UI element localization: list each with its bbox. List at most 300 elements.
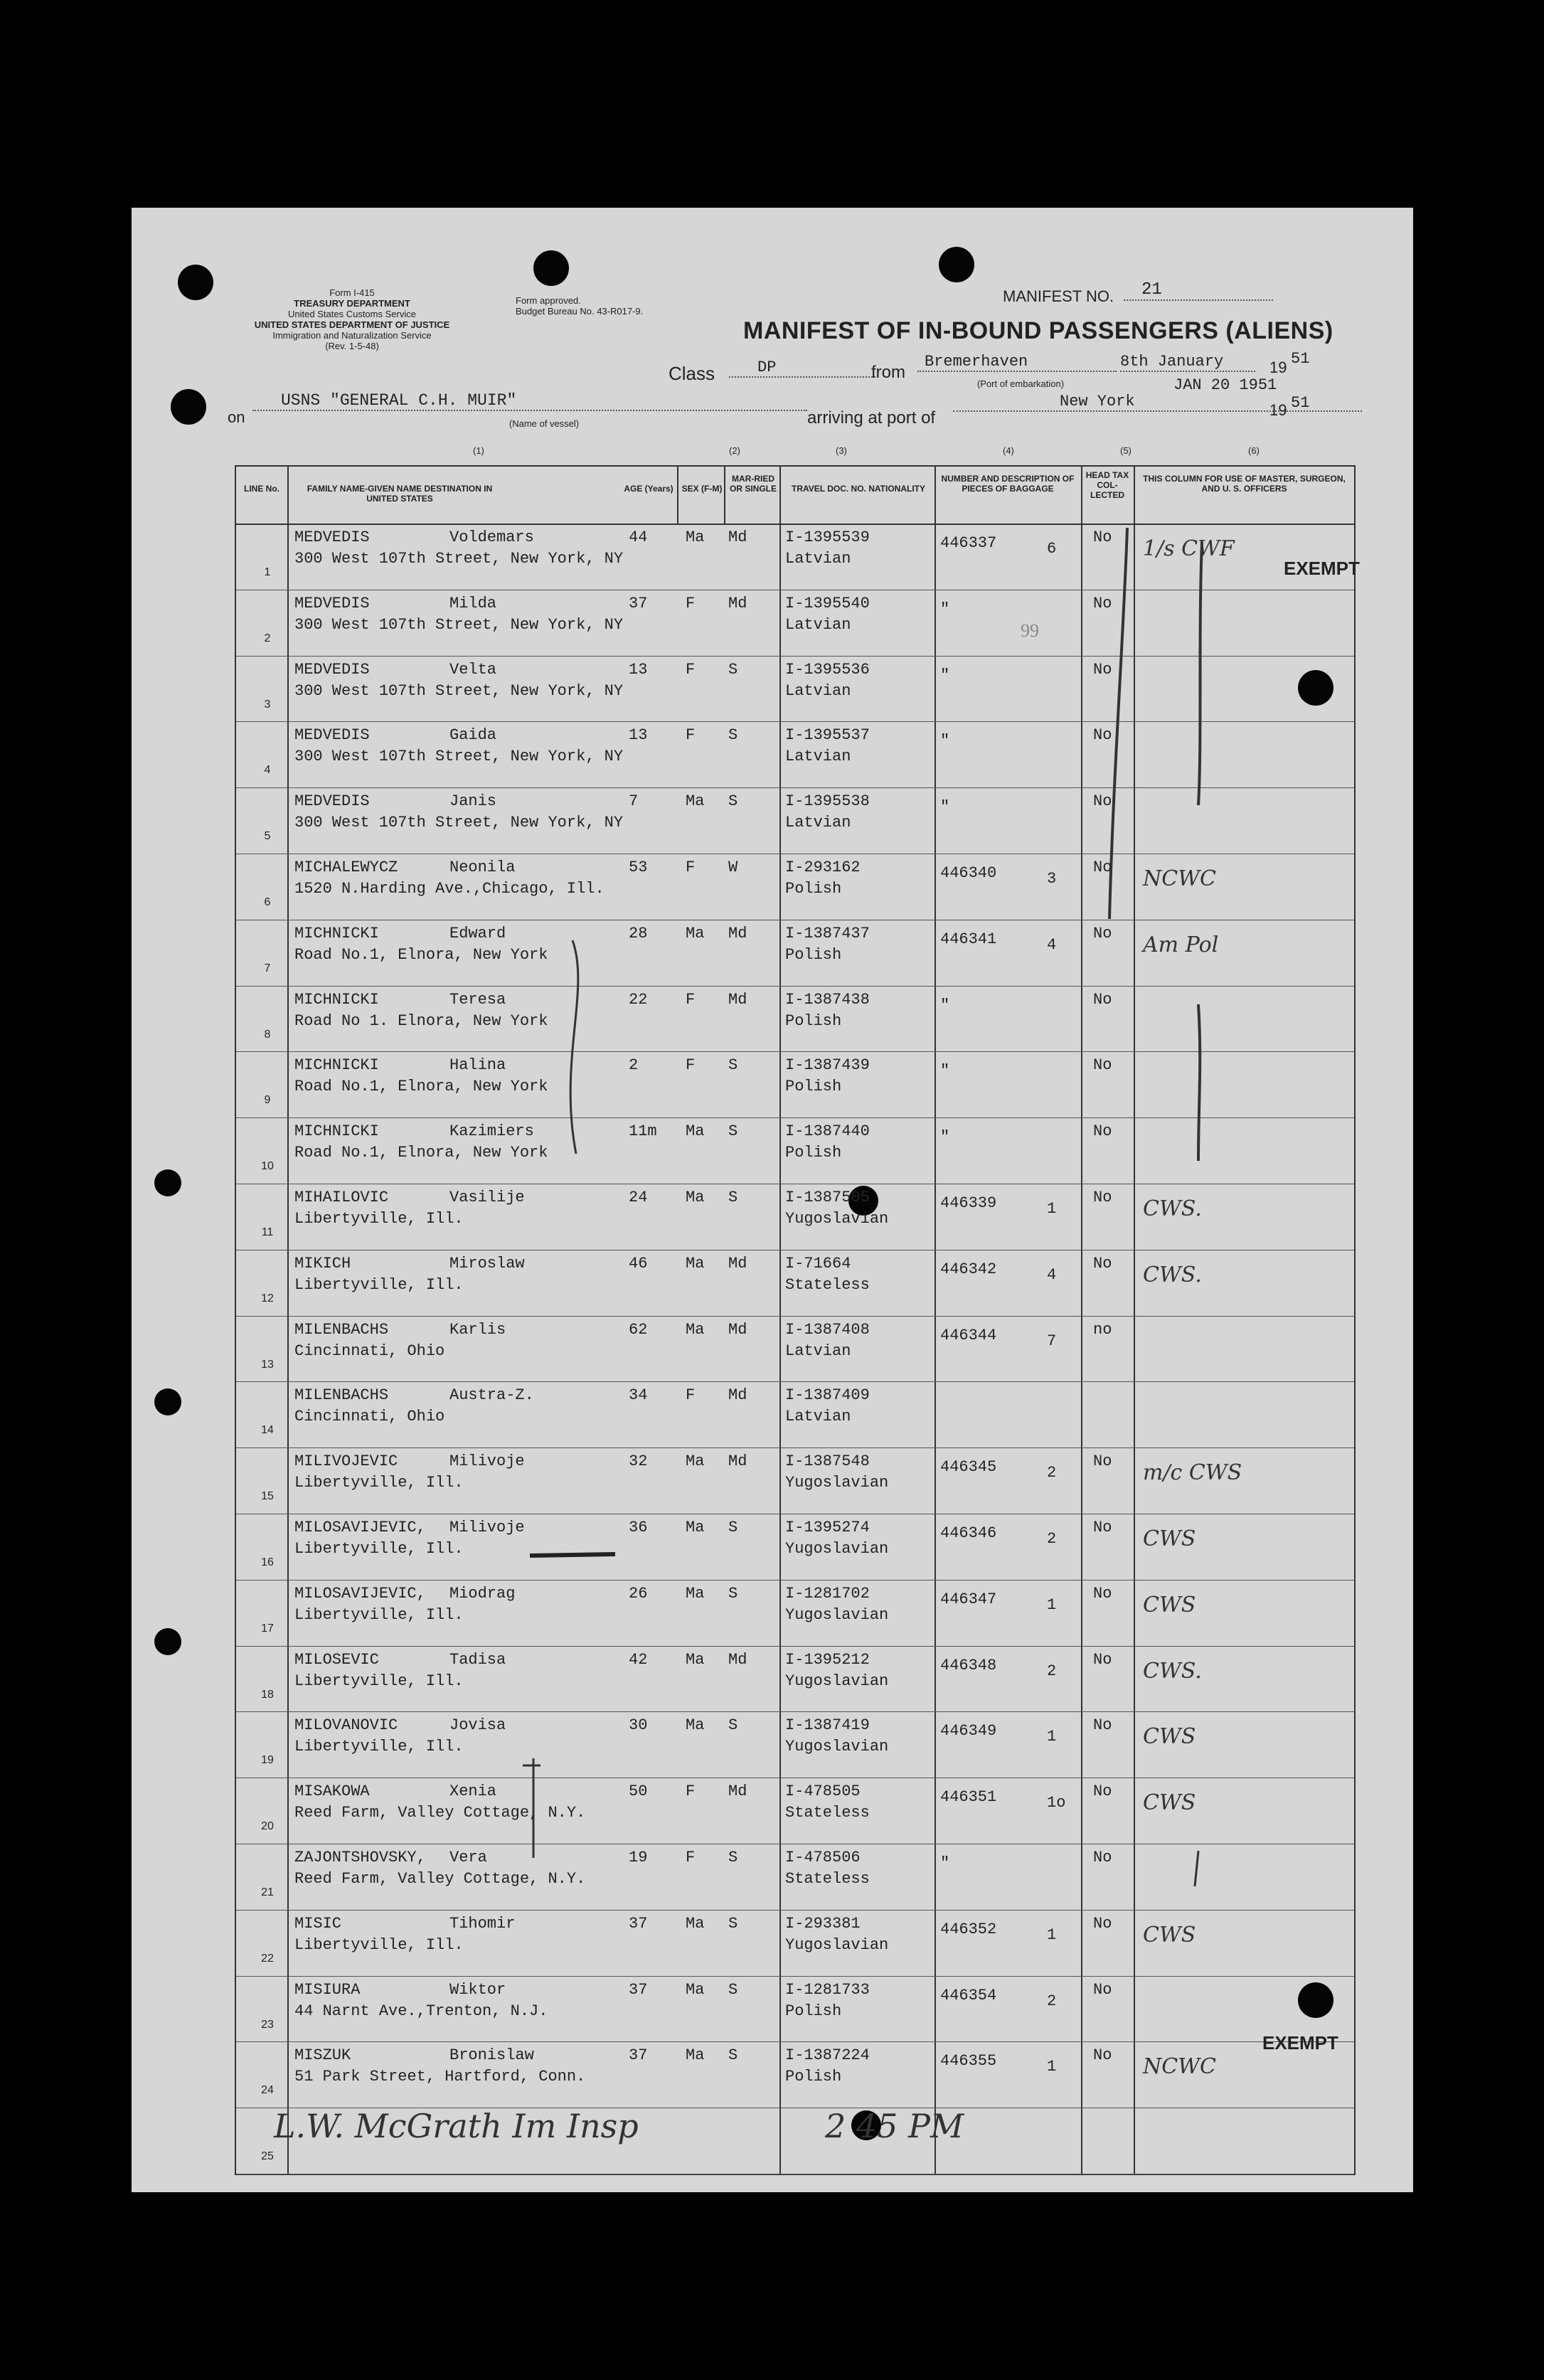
travel-doc-no: I-478505 [785, 1783, 861, 1801]
baggage-pieces: 2 [1047, 1464, 1057, 1482]
marital-status: S [728, 792, 738, 811]
nationality: Polish [785, 945, 842, 964]
handwritten-marks [132, 208, 1413, 2192]
line-number: 13 [261, 1358, 274, 1371]
marital-status: S [728, 1980, 738, 1999]
destination: Libertyville, Ill. [294, 1605, 464, 1624]
officer-note: Am Pol [1143, 932, 1219, 957]
nationality: Polish [785, 1078, 842, 1096]
family-name: MISIURA [294, 1980, 361, 1999]
marital-status: Md [728, 924, 747, 942]
header-officers: THIS COLUMN FOR USE OF MASTER, SURGEON, AND U. S. OFFICERS [1143, 474, 1346, 494]
destination: Libertyville, Ill. [294, 1672, 464, 1690]
age: 19 [629, 1849, 648, 1866]
baggage-pieces: 2 [1047, 1992, 1057, 2010]
age: 30 [629, 1716, 648, 1735]
head-tax: No [1093, 1650, 1112, 1669]
baggage-no: 446349 [940, 1722, 997, 1741]
age: 11m [629, 1122, 657, 1141]
baggage-no: 446344 [940, 1326, 997, 1344]
travel-doc-no: I-1387224 [785, 2046, 870, 2065]
nationality: Polish [785, 2002, 842, 2020]
baggage-no: 446340 [940, 864, 997, 882]
baggage-no: 446354 [940, 1986, 997, 2004]
line-number: 25 [261, 2150, 274, 2163]
age: 26 [629, 1584, 648, 1603]
baggage-no: 446346 [940, 1524, 997, 1542]
head-tax: no [1093, 1320, 1112, 1339]
line-number: 3 [264, 698, 271, 711]
travel-doc-no: I-293381 [785, 1914, 861, 1933]
officer-note: CWS [1143, 1922, 1196, 1948]
line-number: 14 [261, 1424, 274, 1437]
given-name: Milivoje [449, 1519, 525, 1536]
line-number: 8 [264, 1028, 271, 1041]
year-suffix-2: 51 [1291, 394, 1310, 412]
approved-label: Form approved. [516, 295, 581, 306]
baggage-no: 446339 [940, 1194, 997, 1212]
head-tax: No [1093, 1189, 1112, 1206]
line-number: 5 [264, 830, 271, 843]
age: 34 [629, 1386, 648, 1405]
given-name: Karlis [449, 1320, 506, 1339]
family-name: MILENBACHS [294, 1320, 389, 1339]
nationality: Latvian [785, 748, 851, 766]
travel-doc-no: I-1395536 [785, 660, 870, 679]
vessel-name: USNS "GENERAL C.H. MUIR" [252, 391, 807, 411]
baggage-pieces: 1o [1047, 1794, 1066, 1812]
age: 62 [629, 1320, 648, 1339]
nationality: Latvian [785, 1408, 851, 1426]
destination: Libertyville, Ill. [294, 1540, 464, 1558]
line-number: 17 [261, 1622, 274, 1635]
head-tax: No [1093, 528, 1112, 546]
age: 37 [629, 594, 648, 612]
nationality: Yugoslavian [785, 1672, 889, 1690]
age: 13 [629, 660, 648, 679]
embarkation-port: Bremerhaven [917, 353, 1117, 372]
on-label: on [228, 408, 245, 426]
family-name: MILENBACHS [294, 1386, 389, 1405]
destination: Road No.1, Elnora, New York [294, 1144, 548, 1162]
travel-doc-no: I-1395274 [785, 1519, 870, 1536]
line-number: 15 [261, 1490, 274, 1503]
travel-doc-no: I-1395540 [785, 594, 870, 612]
arriving-label: arriving at port of [807, 408, 936, 427]
baggage-no: " [940, 996, 950, 1014]
family-name: MICHNICKI [294, 924, 379, 942]
line-number: 24 [261, 2084, 274, 2097]
baggage-pieces: 1 [1047, 2058, 1057, 2076]
officer-note: m/c CWS [1143, 1460, 1242, 1486]
destination: Road No.1, Elnora, New York [294, 1078, 548, 1096]
nationality: Latvian [785, 1342, 851, 1360]
line-number: 2 [264, 632, 271, 644]
destination: 44 Narnt Ave.,Trenton, N.J. [294, 2002, 548, 2020]
marital-status: Md [728, 1320, 747, 1339]
sex: Ma [686, 1254, 705, 1273]
nationality: Yugoslavian [785, 1738, 889, 1756]
age: 37 [629, 1914, 648, 1933]
year-prefix: 19 [1269, 358, 1287, 376]
baggage-no: 446345 [940, 1458, 997, 1477]
travel-doc-no: I-1387439 [785, 1056, 870, 1075]
destination: 300 West 107th Street, New York, NY [294, 615, 624, 634]
travel-doc-no: I-1387505 [785, 1189, 870, 1206]
baggage-pieces: 1 [1047, 1595, 1057, 1614]
head-tax: No [1093, 1254, 1112, 1273]
given-name: Halina [449, 1056, 506, 1075]
travel-doc-no: I-1387419 [785, 1716, 870, 1735]
baggage-pieces: 7 [1047, 1332, 1057, 1350]
sex: Ma [686, 924, 705, 942]
sex: F [686, 660, 696, 679]
age: 53 [629, 859, 648, 876]
age: 28 [629, 924, 648, 942]
destination: Cincinnati, Ohio [294, 1408, 445, 1426]
family-name: MEDVEDIS [294, 528, 370, 546]
age: 46 [629, 1254, 648, 1273]
destination: 300 West 107th Street, New York, NY [294, 814, 624, 832]
baggage-no: 446351 [940, 1788, 997, 1807]
baggage-no: 446347 [940, 1590, 997, 1608]
given-name: Kazimiers [449, 1122, 534, 1141]
sex: Ma [686, 1980, 705, 1999]
baggage-pieces: 2 [1047, 1530, 1057, 1548]
sex: Ma [686, 1320, 705, 1339]
header-age: AGE (Years) [624, 484, 673, 494]
year-suffix-1: 51 [1291, 350, 1310, 368]
head-tax: No [1093, 924, 1112, 942]
age: 50 [629, 1783, 648, 1801]
destination: Libertyville, Ill. [294, 1738, 464, 1756]
year-prefix-2: 19 [1269, 401, 1287, 419]
customs-label: United States Customs Service [288, 309, 416, 319]
sex: Ma [686, 1914, 705, 1933]
officer-note: CWS. [1143, 1658, 1202, 1684]
line-number: 6 [264, 896, 271, 908]
header-married: MAR-RIED OR SINGLE [729, 474, 777, 494]
travel-doc-no: I-1387408 [785, 1320, 870, 1339]
travel-doc-no: I-1395539 [785, 528, 870, 546]
family-name: MISIC [294, 1914, 342, 1933]
age: 24 [629, 1189, 648, 1206]
nationality: Stateless [785, 1804, 870, 1822]
vessel-name-label: (Name of vessel) [509, 418, 580, 429]
marital-status: S [728, 1056, 738, 1075]
nationality: Yugoslavian [785, 1605, 889, 1624]
sex: Ma [686, 1716, 705, 1735]
travel-doc-no: I-1387438 [785, 990, 870, 1009]
travel-doc-no: I-1387409 [785, 1386, 870, 1405]
form-number: Form I-415 [329, 287, 375, 298]
family-name: MICHALEWYCZ [294, 859, 398, 876]
arrival-port: New York [953, 393, 1362, 412]
justice-label: UNITED STATES DEPARTMENT OF JUSTICE [254, 319, 450, 330]
officer-note: CWS. [1143, 1196, 1202, 1221]
nationality: Yugoslavian [785, 1474, 889, 1492]
travel-doc-no: I-293162 [785, 859, 861, 876]
nationality: Polish [785, 2068, 842, 2086]
family-name: MISAKOWA [294, 1783, 370, 1801]
marital-status: S [728, 1122, 738, 1141]
embarkation-label: (Port of embarkation) [976, 378, 1065, 389]
destination: Libertyville, Ill. [294, 1210, 464, 1228]
sex: Ma [686, 1122, 705, 1141]
baggage-pieces: 1 [1047, 1728, 1057, 1746]
given-name: Bronislaw [449, 2046, 534, 2065]
marital-status: W [728, 859, 738, 876]
travel-doc-no: I-1395537 [785, 726, 870, 745]
line-number: 1 [264, 566, 271, 578]
col-number-2: (2) [729, 445, 740, 456]
family-name: MILOSEVIC [294, 1650, 379, 1669]
sex: F [686, 990, 696, 1009]
given-name: Edward [449, 924, 506, 942]
given-name: Janis [449, 792, 497, 811]
head-tax: No [1093, 1783, 1112, 1801]
sex: F [686, 594, 696, 612]
given-name: Miodrag [449, 1584, 516, 1603]
baggage-no: " [940, 1854, 950, 1872]
baggage-pieces: 1 [1047, 1200, 1057, 1218]
given-name: Milivoje [449, 1452, 525, 1471]
header-head-tax: HEAD TAX COL-LECTED [1085, 470, 1129, 500]
line-number: 7 [264, 962, 271, 974]
col-number-6: (6) [1248, 445, 1260, 456]
baggage-pieces: 6 [1047, 540, 1057, 558]
line-number: 11 [261, 1226, 274, 1238]
sex: F [686, 859, 696, 876]
col-number-4: (4) [1003, 445, 1014, 456]
given-name: Neonila [449, 859, 516, 876]
line-number: 23 [261, 2018, 274, 2031]
departure-date: 8th January [1120, 353, 1255, 372]
family-name: ZAJONTSHOVSKY, [294, 1849, 426, 1866]
marital-status: S [728, 1584, 738, 1603]
age: 42 [629, 1650, 648, 1669]
manifest-no-value: 21 [1124, 280, 1273, 301]
family-name: MEDVEDIS [294, 660, 370, 679]
baggage-no: 446337 [940, 534, 997, 552]
header-baggage: NUMBER AND DESCRIPTION OF PIECES OF BAGGAGE [941, 474, 1075, 494]
manifest-page [132, 208, 1413, 2192]
baggage-no: " [940, 1062, 950, 1080]
line-number: 4 [264, 764, 271, 777]
budget-label: Budget Bureau No. 43-R017-9. [516, 306, 644, 317]
age: 7 [629, 792, 639, 811]
head-tax: No [1093, 1056, 1112, 1075]
baggage-no: " [940, 732, 950, 750]
marital-status: S [728, 2046, 738, 2065]
baggage-pieces: 1 [1047, 1925, 1057, 1944]
marital-status: Md [728, 1783, 747, 1801]
family-name: MISZUK [294, 2046, 351, 2065]
officer-note: CWS. [1143, 1262, 1202, 1287]
head-tax: No [1093, 990, 1112, 1009]
given-name: Vasilije [449, 1189, 525, 1206]
given-name: Austra-Z. [449, 1386, 534, 1405]
nationality: Latvian [785, 814, 851, 832]
age: 13 [629, 726, 648, 745]
given-name: Miroslaw [449, 1254, 525, 1273]
sex: F [686, 1386, 696, 1405]
baggage-no: 446355 [940, 2052, 997, 2071]
header-name: FAMILY NAME-GIVEN NAME DESTINATION IN UNITED STATES [307, 484, 493, 504]
officer-note: CWS [1143, 1592, 1196, 1617]
head-tax: No [1093, 1122, 1112, 1141]
travel-doc-no: I-1281733 [785, 1980, 870, 1999]
sex: Ma [686, 1650, 705, 1669]
sex: F [686, 726, 696, 745]
baggage-no: 446341 [940, 930, 997, 948]
treasury-label: TREASURY DEPARTMENT [294, 298, 410, 309]
travel-doc-no: I-1395212 [785, 1650, 870, 1669]
family-name: MICHNICKI [294, 1056, 379, 1075]
sex: Ma [686, 1519, 705, 1536]
given-name: Wiktor [449, 1980, 506, 1999]
class-value: DP [729, 358, 878, 378]
marital-status: Md [728, 1650, 747, 1669]
line-number: 12 [261, 1292, 274, 1305]
given-name: Xenia [449, 1783, 497, 1801]
baggage-pieces: 4 [1047, 935, 1057, 954]
family-name: MILOSAVIJEVIC, [294, 1519, 426, 1536]
sex: Ma [686, 1584, 705, 1603]
stamp-99: 99 [1021, 620, 1039, 641]
baggage-pieces: 2 [1047, 1662, 1057, 1680]
baggage-no: " [940, 600, 950, 618]
given-name: Tadisa [449, 1650, 506, 1669]
head-tax: No [1093, 859, 1112, 876]
family-name: MEDVEDIS [294, 792, 370, 811]
marital-status: Md [728, 1452, 747, 1471]
baggage-no: " [940, 666, 950, 684]
baggage-no: 446342 [940, 1260, 997, 1278]
officer-note: NCWC [1143, 2054, 1216, 2080]
family-name: MIHAILOVIC [294, 1189, 389, 1206]
family-name: MILIVOJEVIC [294, 1452, 398, 1471]
line-number: 20 [261, 1820, 274, 1833]
age: 37 [629, 2046, 648, 2065]
sex: F [686, 1849, 696, 1866]
officer-note: CWS [1143, 1724, 1196, 1750]
ins-label: Immigration and Naturalization Service [272, 330, 432, 341]
sex: Ma [686, 1452, 705, 1471]
destination: 300 West 107th Street, New York, NY [294, 748, 624, 766]
line-number: 10 [261, 1160, 274, 1173]
sex: Ma [686, 1189, 705, 1206]
marital-status: S [728, 1189, 738, 1206]
head-tax: No [1093, 660, 1112, 679]
marital-status: S [728, 1849, 738, 1866]
baggage-no: " [940, 798, 950, 817]
exempt-stamp-1: EXEMPT [1284, 558, 1360, 579]
marital-status: S [728, 1716, 738, 1735]
destination: Reed Farm, Valley Cottage, N.Y. [294, 1804, 586, 1822]
baggage-no: " [940, 1128, 950, 1147]
nationality: Polish [785, 880, 842, 898]
head-tax: No [1093, 726, 1112, 745]
sex: Ma [686, 792, 705, 811]
header-sex: SEX (F-M) [681, 484, 723, 494]
baggage-no: 446352 [940, 1920, 997, 1938]
col-number-3: (3) [836, 445, 847, 456]
marital-status: S [728, 660, 738, 679]
line-number: 22 [261, 1952, 274, 1965]
head-tax: No [1093, 2046, 1112, 2065]
family-name: MICHNICKI [294, 1122, 379, 1141]
given-name: Teresa [449, 990, 506, 1009]
travel-doc-no: I-1281702 [785, 1584, 870, 1603]
destination: Libertyville, Ill. [294, 1275, 464, 1294]
nationality: Polish [785, 1144, 842, 1162]
nationality: Latvian [785, 681, 851, 700]
nationality: Latvian [785, 615, 851, 634]
sex: Ma [686, 528, 705, 546]
nationality: Yugoslavian [785, 1540, 889, 1558]
family-name: MEDVEDIS [294, 726, 370, 745]
travel-doc-no: I-1395538 [785, 792, 870, 811]
destination: 300 West 107th Street, New York, NY [294, 681, 624, 700]
officer-note: 1/s CWF [1143, 536, 1235, 561]
sex: F [686, 1056, 696, 1075]
line-number: 19 [261, 1754, 274, 1767]
marital-status: Md [728, 990, 747, 1009]
exempt-stamp-2: EXEMPT [1262, 2032, 1338, 2054]
destination: Reed Farm, Valley Cottage, N.Y. [294, 1870, 586, 1888]
head-tax: No [1093, 1452, 1112, 1471]
marital-status: Md [728, 594, 747, 612]
destination: Cincinnati, Ohio [294, 1342, 445, 1360]
age: 2 [629, 1056, 639, 1075]
marital-status: Md [728, 1386, 747, 1405]
marital-status: S [728, 1519, 738, 1536]
sex: Ma [686, 2046, 705, 2065]
line-number: 21 [261, 1886, 274, 1898]
destination: Libertyville, Ill. [294, 1935, 464, 1954]
nationality: Yugoslavian [785, 1210, 889, 1228]
header-line-no: LINE No. [244, 484, 279, 494]
manifest-no-label: MANIFEST NO. [1003, 287, 1114, 305]
family-name: MILOVANOVIC [294, 1716, 398, 1735]
travel-doc-no: I-1387548 [785, 1452, 870, 1471]
col-number-5: (5) [1120, 445, 1132, 456]
line-number: 9 [264, 1094, 271, 1107]
marital-status: Md [728, 1254, 747, 1273]
header-travel-doc: TRAVEL DOC. NO. NATIONALITY [792, 484, 925, 494]
head-tax: No [1093, 1980, 1112, 1999]
class-label: Class [669, 363, 715, 384]
age: 44 [629, 528, 648, 546]
head-tax: No [1093, 594, 1112, 612]
travel-doc-no: I-1387437 [785, 924, 870, 942]
destination: Road No.1, Elnora, New York [294, 945, 548, 964]
officer-note: CWS [1143, 1526, 1196, 1551]
marital-status: Md [728, 528, 747, 546]
travel-doc-no: I-478506 [785, 1849, 861, 1866]
head-tax: No [1093, 1584, 1112, 1603]
family-name: MILOSAVIJEVIC, [294, 1584, 426, 1603]
given-name: Vera [449, 1849, 487, 1866]
travel-doc-no: I-71664 [785, 1254, 851, 1273]
given-name: Gaida [449, 726, 497, 745]
destination: Road No 1. Elnora, New York [294, 1011, 548, 1030]
destination: 1520 N.Harding Ave.,Chicago, Ill. [294, 880, 605, 898]
nationality: Stateless [785, 1275, 870, 1294]
officer-note: NCWC [1143, 866, 1216, 891]
given-name: Jovisa [449, 1716, 506, 1735]
